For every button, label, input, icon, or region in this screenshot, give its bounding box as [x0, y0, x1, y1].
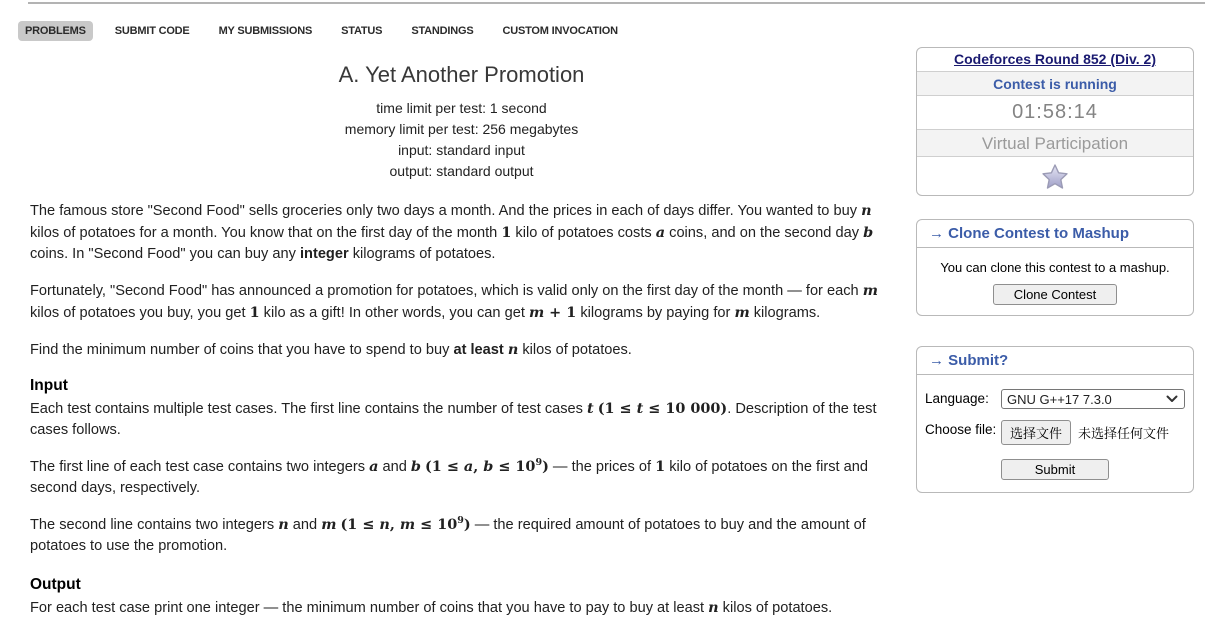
sidebar — [916, 47, 1194, 493]
clone-contest-button[interactable]: Clone Contest — [993, 284, 1117, 305]
statement-paragraph: Find the minimum number of coins that you have to spend to buy at least n kilos of potatoes. — [30, 341, 632, 358]
virtual-participation-label: Virtual Participation — [917, 129, 1193, 157]
problem-statement — [30, 62, 893, 619]
file-picker-button[interactable]: 选择文件 — [1001, 420, 1071, 445]
top-divider — [28, 2, 1205, 4]
contest-timer: 01:58:14 — [1012, 101, 1098, 123]
submit-heading: → Submit? — [917, 347, 1193, 375]
tab-status[interactable]: STATUS — [341, 25, 383, 37]
tab-my-submissions[interactable]: MY SUBMISSIONS — [218, 25, 313, 37]
tab-custom-invocation[interactable]: CUSTOM INVOCATION — [502, 25, 618, 37]
contest-title-link[interactable]: Codeforces Round 852 (Div. 2) — [953, 51, 1156, 67]
input-paragraph: Each test contains multiple test cases. The first line contains the number of test cases t (1 ≤ t ≤ 10 000). Description of the test cases follows. — [30, 400, 877, 438]
output-spec: output: standard output — [389, 163, 534, 179]
submit-button[interactable]: Submit — [1001, 459, 1109, 480]
output-paragraph: For each test case print one integer — the minimum number of coins that you have to pay to buy at least n kilos of potatoes. — [30, 599, 833, 616]
problem-title: A. Yet Another Promotion — [338, 62, 585, 87]
time-limit: time limit per test: 1 second — [376, 100, 547, 116]
choose-file-label: Choose file: — [925, 422, 997, 437]
contest-status-box — [916, 47, 1194, 196]
star-icon[interactable] — [1041, 163, 1069, 190]
language-selected-value: GNU G++17 7.3.0 — [1007, 391, 1112, 407]
clone-contest-text: You can clone this contest to a mashup. — [940, 260, 1170, 275]
input-paragraph: The first line of each test case contains two integers a and b (1 ≤ a, $b \le 10^9$) — the prices of 1 kilo of potatoes on the first and second days, respectively. — [30, 457, 868, 496]
tab-problems[interactable]: PROBLEMS — [18, 21, 93, 41]
input-spec: input: standard input — [398, 142, 525, 158]
language-select[interactable] — [1001, 389, 1185, 409]
chevron-down-icon — [1166, 395, 1178, 403]
language-label: Language: — [925, 391, 989, 406]
contest-tab-bar — [18, 21, 625, 41]
input-section-heading: Input — [30, 377, 68, 394]
clone-contest-heading: → Clone Contest to Mashup — [917, 220, 1193, 248]
tab-submit-code[interactable]: SUBMIT CODE — [114, 25, 190, 37]
clone-contest-box — [916, 219, 1194, 316]
statement-paragraph: The famous store "Second Food" sells groceries only two days a month. And the prices in each of days differ. You wanted to buy n kilos of potatoes for a month. You know that on the first day of the month 1 kilo of potatoes costs a coins, and on the second day b coins. In "Second Food" you can buy any integer kilograms of potatoes. — [30, 202, 874, 262]
memory-limit: memory limit per test: 256 megabytes — [344, 121, 579, 137]
input-paragraph: The second line contains two integers n and m (1 ≤ n, $m \le 10^9$) — the required amount of potatoes to buy and the amount of potatoes to use the promotion. — [30, 515, 866, 554]
contest-running-status: Contest is running — [917, 71, 1193, 96]
tab-standings[interactable]: STANDINGS — [411, 25, 474, 37]
statement-paragraph: Fortunately, "Second Food" has announced a promotion for potatoes, which is valid only on the first day of the month — for each m kilos of potatoes you buy, you get 1 kilo as a gift! In other words, you can get m + 1 kilograms by paying for m kilograms. — [30, 282, 878, 321]
file-status-text: 未选择任何文件 — [1078, 426, 1170, 441]
output-section-heading: Output — [30, 576, 81, 593]
submit-box — [916, 346, 1194, 493]
